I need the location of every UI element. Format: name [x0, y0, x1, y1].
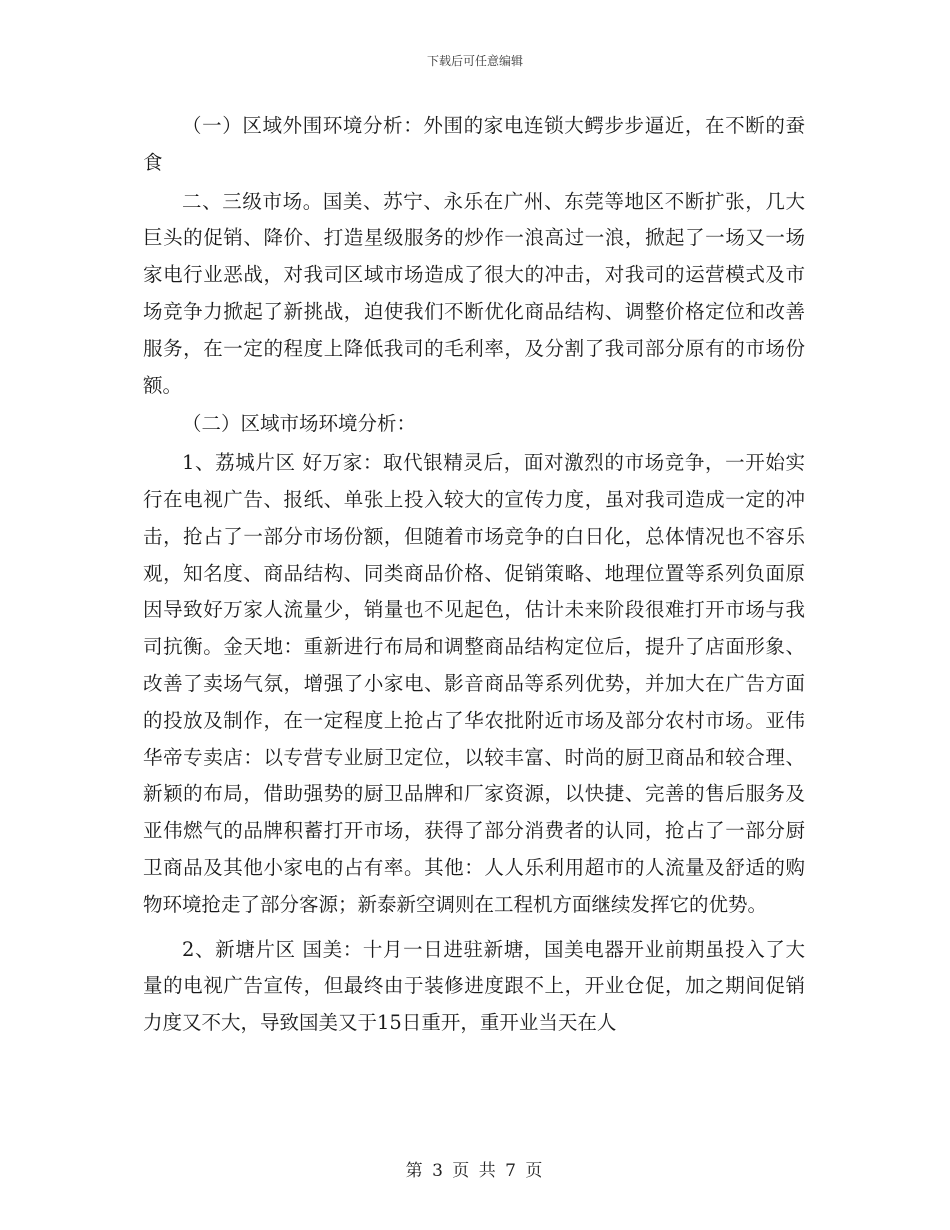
paragraph-licheng-district: 1、荔城片区 好万家：取代银精灵后，面对激烈的市场竞争，一开始实行在电视广告、报纸、单张上投入较大的宣传力度，虽对我司造成一定的冲击，抢占了一部分市场份额，但随着市场竞争的白日化，总体情况也不容乐观，知名度、商品结构、同类商品价格、促销策略、地理位置等系列负面原因导致好万家人流量少，销量也不见起色，估计未来阶段很难打开市场与我司抗衡。金天地：重新进行布局和调整商品结构定位后，提升了店面形象、改善了卖场气氛，增强了小家电、影音商品等系列优势，并加大在广告方面的投放及制作，在一定程度上抢占了华农批附近市场及部分农村市场。亚伟华帝专卖店：以专营专业厨卫定位，以较丰富、时尚的厨卫商品和较合理、新颖的布局，借助强势的厨卫品牌和厂家资源，以快捷、完善的售后服务及亚伟燃气的品牌积蓄打开市场，获得了部分消费者的认同，抢占了一部分厨卫商品及其他小家电的占有率。其他：人人乐利用超市的人流量及舒适的购物环境抢走了部分客源；新泰新空调则在工程机方面继续发挥它的优势。 — [143, 451, 805, 916]
paragraph-regional-market-heading: （二）区域市场环境分析： — [182, 412, 417, 436]
page-header-note: 下载后可任意编辑 — [426, 54, 523, 68]
paragraph-tier-markets: 二、三级市场。国美、苏宁、永乐在广州、东莞等地区不断扩张，几大巨头的促销、降价、打造星级服务的炒作一浪高过一浪，掀起了一场又一场家电行业恶战，对我司区域市场造成了很大的冲击，对我司的运营模式及市场竞争力掀起了新挑战，迫使我们不断优化商品结构、调整价格定位和改善服务，在一定的程度上降低我司的毛利率，及分割了我司部分原有的市场份额。 — [143, 189, 805, 397]
document-body — [143, 108, 805, 1042]
paragraph-xintang-district: 2、新塘片区 国美：十月一日进驻新塘，国美电器开业前期虽投入了大量的电视广告宣传，但最终由于装修进度跟不上，开业仓促，加之期间促销力度又不大，导致国美又于15日重开，重开业当天在人 — [143, 937, 805, 1035]
page-number-footer: 第 3 页 共 7 页 — [405, 1161, 545, 1181]
paragraph-regional-external: （一）区域外围环境分析：外围的家电连锁大鳄步步逼近，在不断的蚕食 — [143, 114, 805, 174]
